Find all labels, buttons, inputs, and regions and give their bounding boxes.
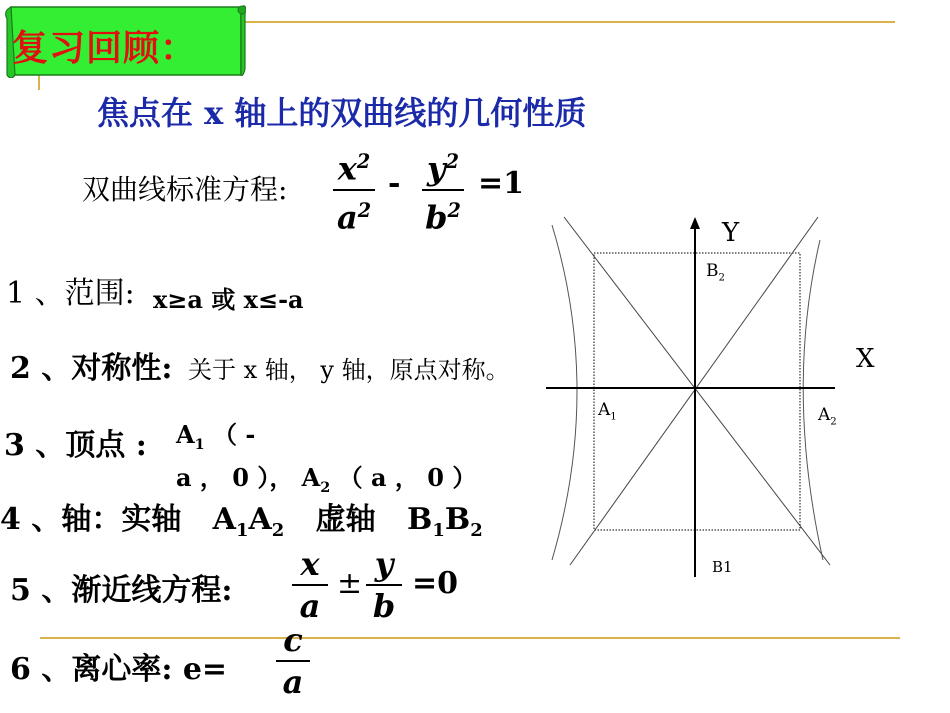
right-branch bbox=[803, 240, 823, 560]
vertex-line1: $A_1$ （ - bbox=[176, 420, 256, 453]
symmetry-label: 2 、对称性: bbox=[10, 351, 173, 386]
equation-label: 双曲线标准方程: bbox=[82, 173, 288, 206]
slide-subtitle: 焦点在 x 轴上的双曲线的几何性质 bbox=[97, 94, 587, 132]
slide-title: 复习回顾： bbox=[12, 27, 198, 69]
equals-zero: =0 bbox=[412, 566, 459, 601]
fraction-y-b: y b bbox=[366, 546, 402, 624]
label-a2: $A_2$ bbox=[818, 405, 837, 428]
fraction-y2-b2: $y^2$ $b^2$ bbox=[422, 144, 464, 235]
hyperbola-diagram bbox=[540, 215, 840, 585]
eccentricity-label: 6 、离心率: e= bbox=[10, 652, 228, 687]
y-axis-arrow bbox=[690, 217, 700, 229]
fraction-x2-a2: $x^2$ $a^2$ bbox=[333, 144, 375, 235]
symmetry-value: 关于 x 轴， y 轴，原点对称。 bbox=[188, 356, 510, 384]
minus-sign: - bbox=[388, 166, 401, 201]
label-a1: $A_1$ bbox=[598, 400, 617, 423]
asymptote-label: 5 、渐近线方程: bbox=[10, 573, 233, 608]
fraction-x-a: x a bbox=[292, 546, 328, 624]
vertex-line2: a ， 0 ）， $A_2$ （ a ， 0 ） bbox=[176, 463, 477, 496]
top-rule bbox=[245, 21, 895, 23]
bottom-rule bbox=[40, 637, 900, 639]
asymptote-1 bbox=[564, 217, 830, 565]
range-label: 1 、范围: bbox=[6, 276, 135, 311]
plus-minus: ± bbox=[337, 566, 363, 601]
range-value: x≥a 或 x≤-a bbox=[153, 285, 304, 314]
x-axis-label: X bbox=[856, 344, 875, 374]
axis-line: 4 、轴：实轴 $A_1A_2$ 虚轴 $B_1B_2$ bbox=[0, 502, 483, 541]
fraction-c-a: c a bbox=[276, 622, 310, 700]
label-b2: $B_2$ bbox=[706, 261, 725, 284]
label-b1: B1 bbox=[712, 558, 733, 576]
y-axis-label: Y bbox=[722, 218, 740, 248]
left-branch bbox=[552, 225, 577, 560]
equals-one: =1 bbox=[478, 166, 525, 201]
vertex-label: 3 、顶点 : bbox=[4, 428, 147, 463]
